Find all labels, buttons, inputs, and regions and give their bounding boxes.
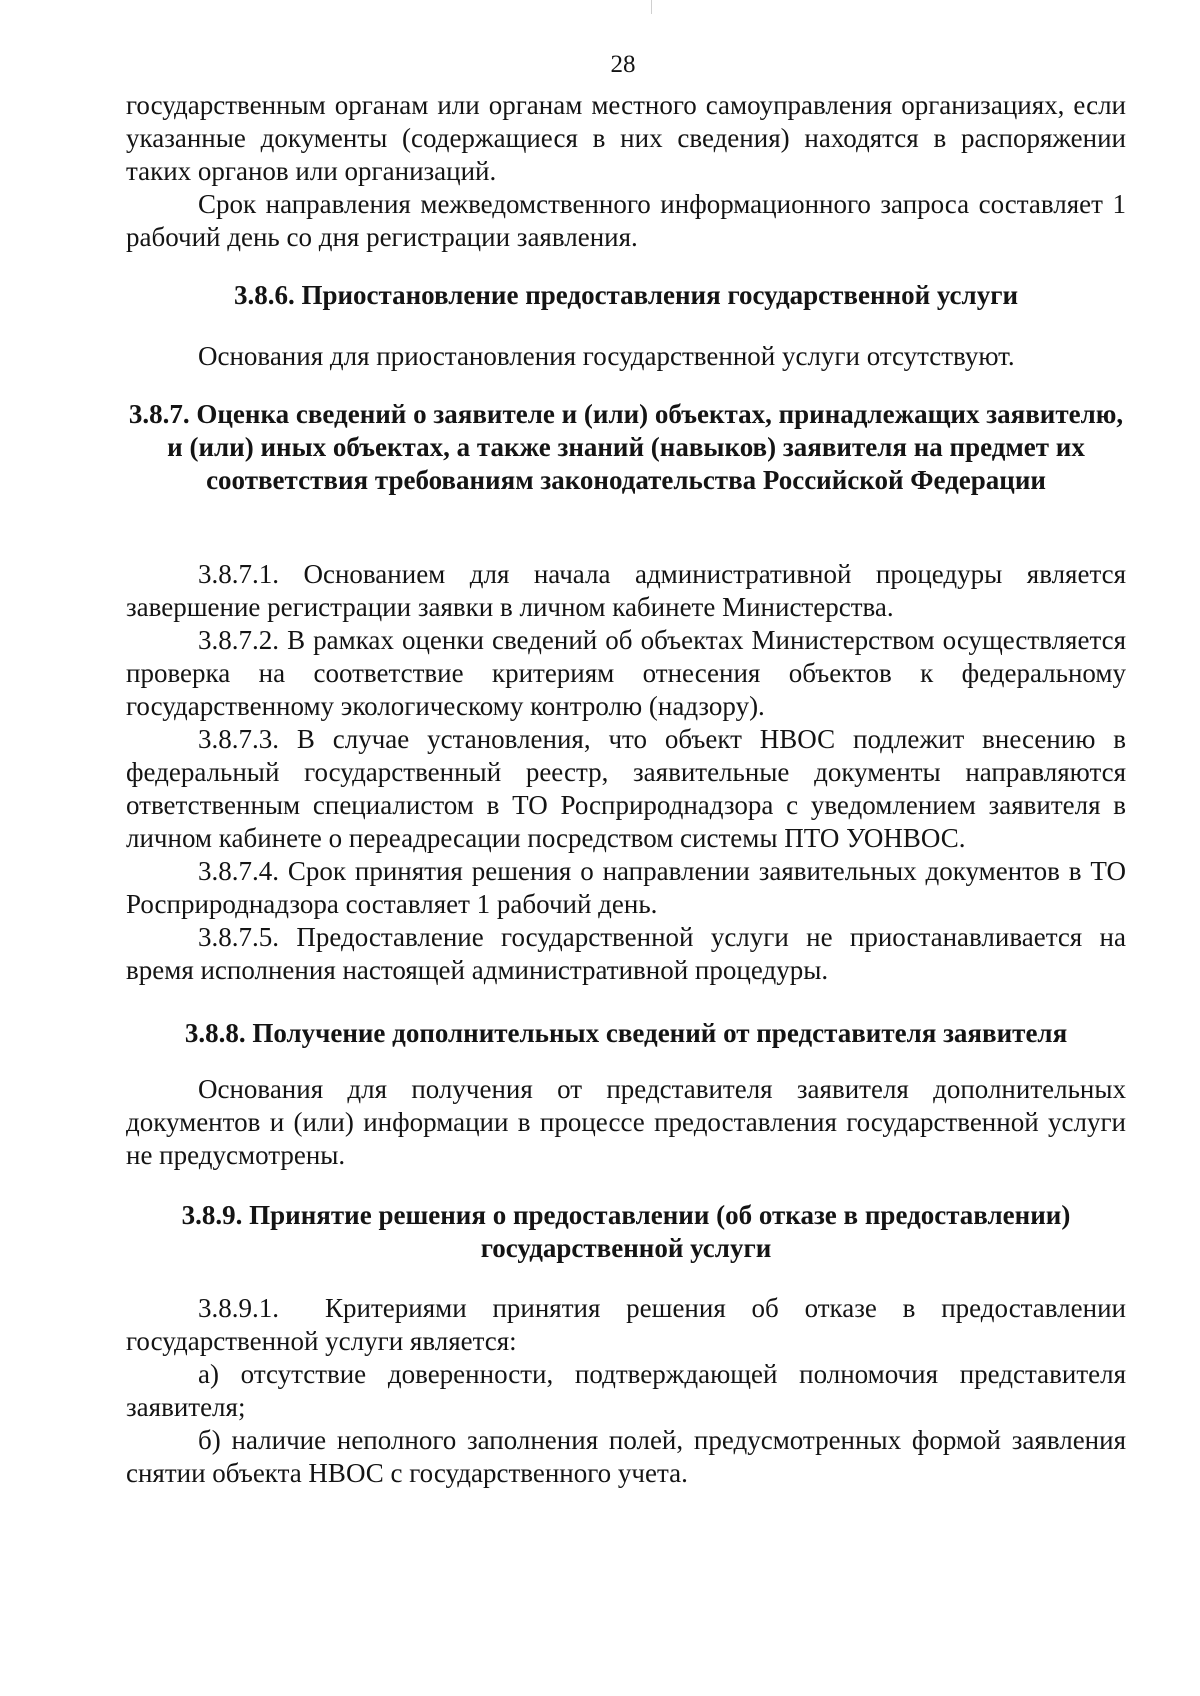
text-block-3-8-7 [126,558,1126,987]
paragraph-3-8-9-1-text: Критериями принятия решения об отказе в предоставлении государственной услуги является: [126,1293,1126,1356]
paragraph-3-8-7-3: 3.8.7.3. В случае установления, что объект НВОС подлежит внесению в федеральный государственный реестр, заявительные документы направляются ответственным специалистом в ТО Росприроднадзора с уведомлением заявителя в личном кабинете о переадресации посредством системы ПТО УОНВОС. [126,724,1126,853]
paragraph-3-8-7-4: 3.8.7.4. Срок принятия решения о направлении заявительных документов в ТО Росприроднадзора составляет 1 рабочий день. [126,856,1126,919]
paragraph-3-8-7-1: 3.8.7.1. Основанием для начала административной процедуры является завершение регистрации заявки в личном кабинете Министерства. [126,559,1126,622]
paragraph-continuation: государственным органам или органам местного самоуправления организациях, если указанные документы (содержащиеся в них сведения) находятся в распоряжении таких органов или организаций. [126,90,1126,186]
heading-3-8-9: 3.8.9. Принятие решения о предоставлении (об отказе в предоставлении) государственной услуги [181,1200,1071,1263]
heading-3-8-7: 3.8.7. Оценка сведений о заявителе и (или) объектах, принадлежащих заявителю, и (или) иных объектах, а также знаний (навыков) заявителя на предмет их соответствия требованиям законодательства Российской Федерации [128,399,1124,495]
paragraph-3-8-9-1-number: 3.8.9.1. [198,1293,279,1323]
paragraph-item-b: б) наличие неполного заполнения полей, предусмотренных формой заявления снятии объекта НВОС с государственного учета. [126,1425,1126,1488]
paragraph-3-8-9-1 [126,1292,1126,1358]
text-block-3-8-9 [126,1292,1126,1490]
text-block-3-8-6 [126,340,1126,373]
page-number: 28 [610,51,636,78]
paragraph-3-8-8: Основания для получения от представителя заявителя дополнительных документов и (или) информации в процессе предоставления государственной услуги не предусмотрены. [126,1074,1126,1170]
scan-mark [651,0,652,14]
heading-3-8-6: 3.8.6. Приостановление предоставления государственной услуги [233,280,1019,310]
paragraph-suspension: Основания для приостановления государственной услуги отсутствуют. [198,341,1015,371]
paragraph-item-a: а) отсутствие доверенности, подтверждающей полномочия представителя заявителя; [126,1359,1126,1422]
paragraph-3-8-7-5: 3.8.7.5. Предоставление государственной услуги не приостанавливается на время исполнения настоящей административной процедуры. [126,922,1126,985]
text-block-3-8-8 [126,1073,1126,1172]
paragraph-3-8-7-2: 3.8.7.2. В рамках оценки сведений об объектах Министерством осуществляется проверка на соответствие критериям отнесения объектов к федеральному государственному экологическому контролю (надзору). [126,625,1126,721]
text-block-intro [126,89,1126,254]
paragraph-request-term: Срок направления межведомственного информационного запроса составляет 1 рабочий день со дня регистрации заявления. [126,189,1126,252]
heading-3-8-8: 3.8.8. Получение дополнительных сведений от представителя заявителя [184,1018,1068,1048]
